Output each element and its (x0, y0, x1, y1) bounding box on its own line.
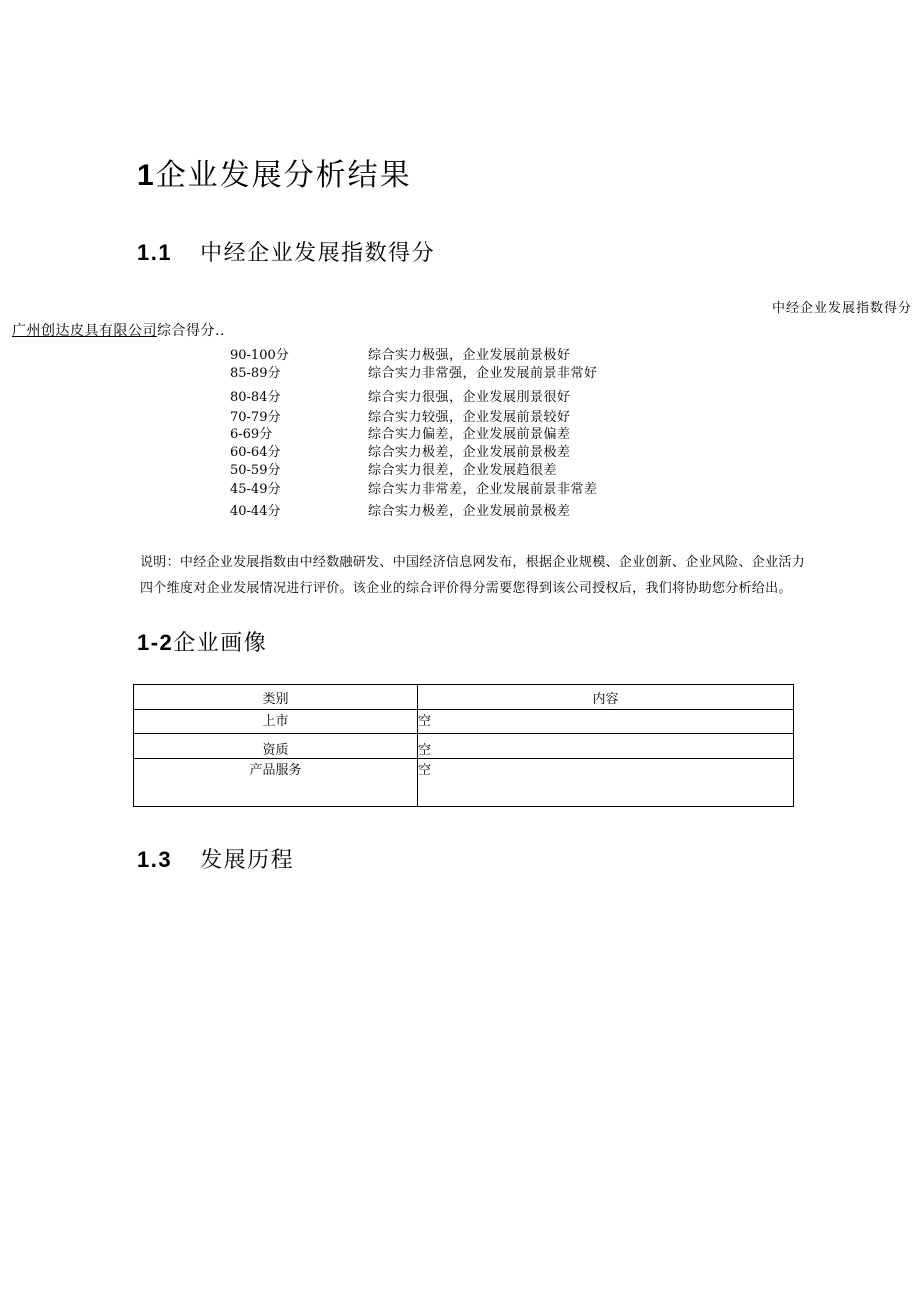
row-content: 空 (418, 759, 794, 807)
score-description: 综合实力很差，企业发展趋很差 (368, 463, 558, 478)
score-description: 综合实力偏差，企业发展前景偏差 (368, 427, 571, 442)
score-range: 80-84分 (230, 390, 281, 405)
row-content: 空 (418, 734, 794, 759)
section-1-title: 企业发展分析结果 (155, 158, 412, 193)
score-description: 综合实力非常差，企业发展前景非常差 (368, 482, 598, 497)
score-range: 60-64分 (230, 445, 281, 460)
score-range: 85-89分 (230, 366, 281, 381)
table-row (134, 734, 794, 759)
section-1-number: 1 (137, 159, 156, 192)
score-range: 6-69分 (230, 427, 273, 442)
section-1-3-number: 1.3 (137, 847, 173, 872)
company-score-line (12, 320, 225, 340)
table-row (134, 759, 794, 807)
section-1-2-number: 1-2 (137, 630, 174, 655)
row-category: 上市 (134, 710, 418, 734)
section-1-3-heading (137, 843, 294, 874)
section-1-heading (137, 150, 412, 194)
score-description: 综合实力较强，企业发展前景较好 (368, 410, 571, 425)
score-range: 45-49分 (230, 482, 281, 497)
row-category: 资质 (134, 734, 418, 759)
header-category: 类别 (134, 685, 418, 710)
note-line-1: 说明：中经企业发展指数由中经数融研发、中国经济信息网发布，根据企业规模、企业创新、企业风险、企业活力 (140, 555, 806, 570)
row-content: 空 (418, 710, 794, 734)
score-range: 40-44分 (230, 504, 281, 519)
row-category: 产品服务 (134, 759, 418, 807)
score-range: 70-79分 (230, 410, 281, 425)
section-1-2-heading (137, 626, 267, 657)
section-1-3-title: 发展历程 (200, 848, 295, 873)
section-1-1-title: 中经企业发展指数得分 (200, 241, 436, 266)
note-line-2: 四个维度对企业发展情况进行评价。该企业的综合评价得分需要您得到该公司授权后，我们将协助您分析给出。 (140, 581, 792, 596)
score-suffix: 综合得分.. (157, 323, 225, 339)
score-description: 综合实力极差，企业发展前景极差 (368, 504, 571, 519)
section-1-2-title: 企业画像 (173, 631, 268, 656)
company-name-link[interactable]: 广州创达皮具有限公司 (12, 323, 157, 339)
score-description: 综合实力极差，企业发展前景极差 (368, 445, 571, 460)
score-description: 综合实力非常强，企业发展前景非常好 (368, 366, 598, 381)
section-1-1-heading (137, 236, 435, 267)
index-caption: 中经企业发展指数得分 (771, 301, 912, 316)
table-row (134, 710, 794, 734)
table-header-row (134, 685, 794, 710)
header-content: 内容 (418, 685, 794, 710)
score-description: 综合实力极强，企业发展前景极好 (368, 348, 571, 363)
score-range: 50-59分 (230, 463, 281, 478)
section-1-1-number: 1.1 (137, 240, 173, 265)
score-description: 综合实力很强，企业发展刖景很好 (368, 390, 571, 405)
score-range: 90-100分 (230, 348, 289, 363)
company-portrait-table (133, 684, 794, 807)
